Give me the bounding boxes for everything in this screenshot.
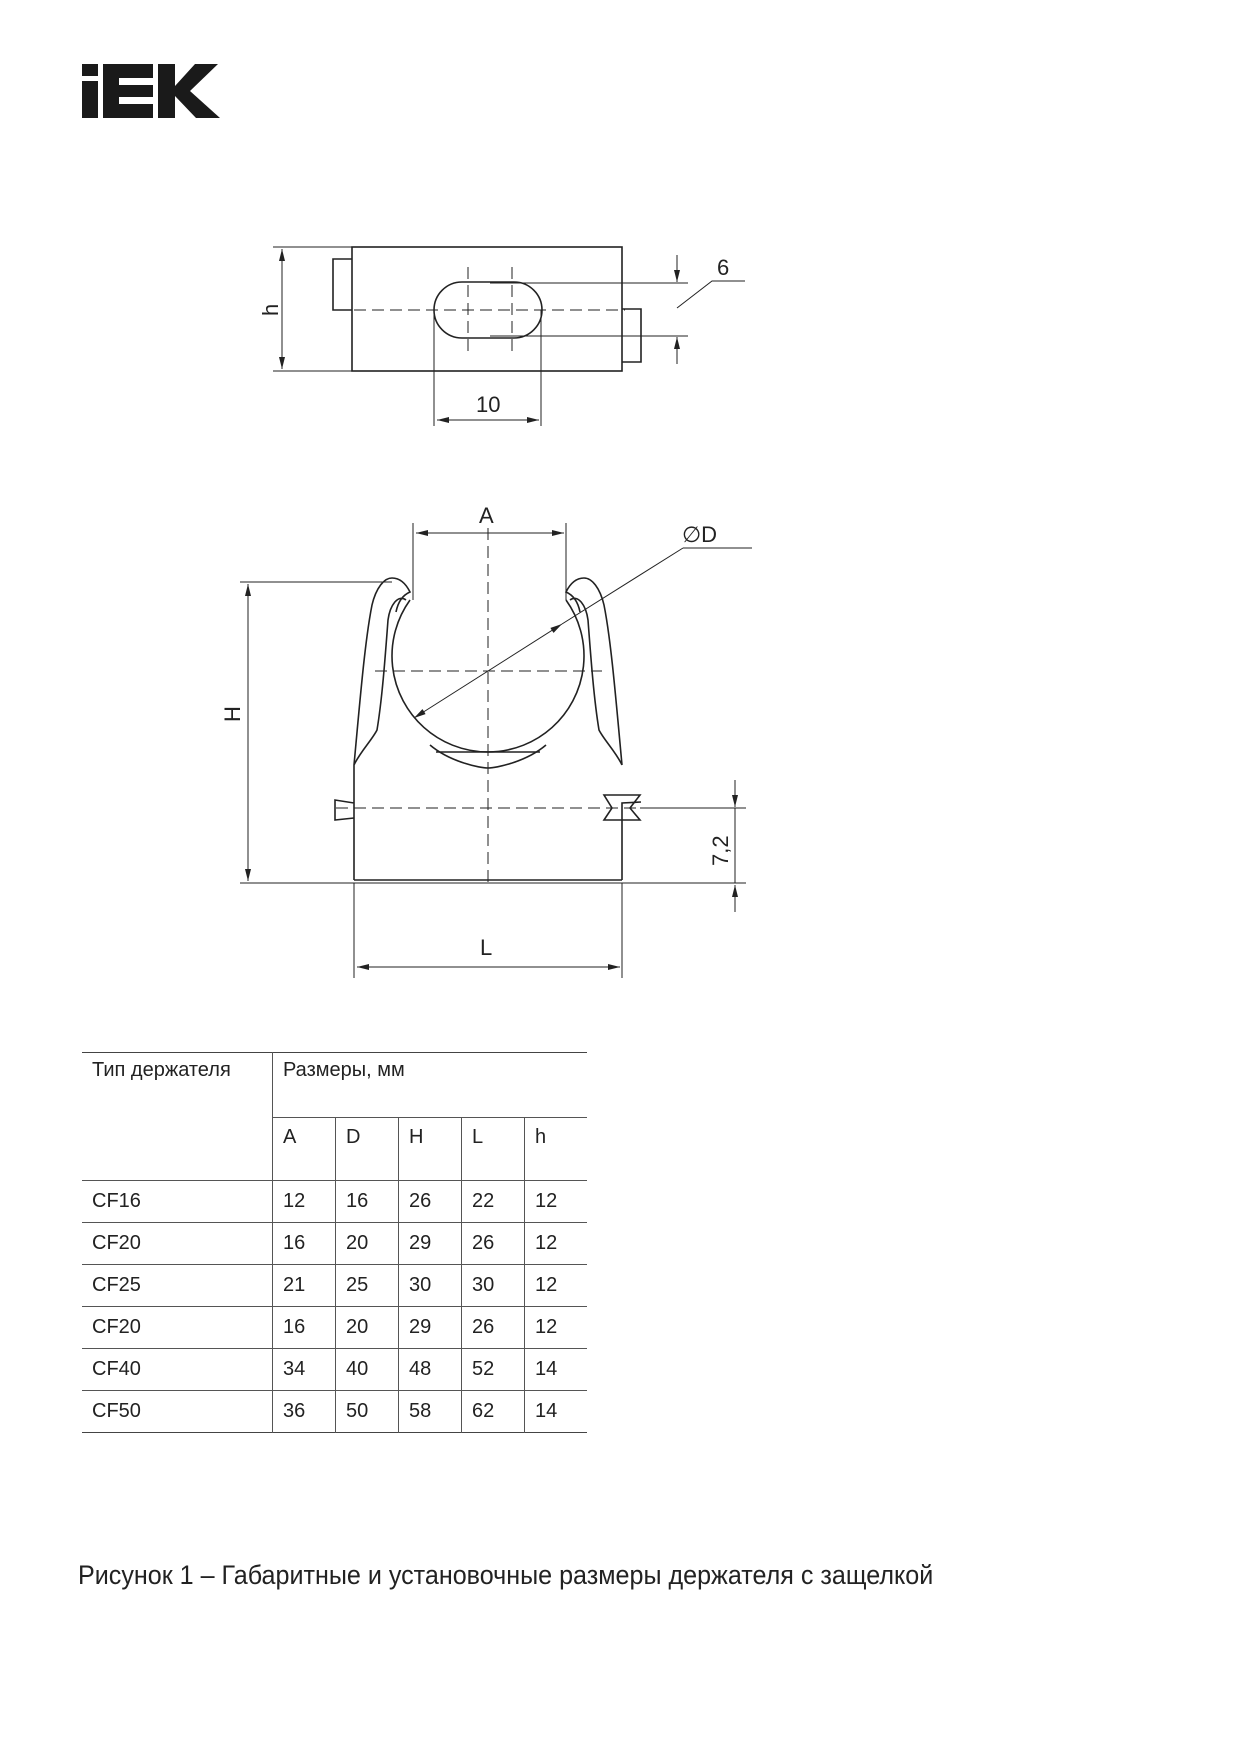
cell: 52 xyxy=(462,1349,525,1391)
row-type: CF40 xyxy=(82,1349,273,1391)
row-type: CF20 xyxy=(82,1307,273,1349)
table-row xyxy=(82,1391,587,1433)
cell: 40 xyxy=(336,1349,399,1391)
cell: 16 xyxy=(336,1181,399,1223)
subheader-H: H xyxy=(399,1118,462,1181)
cell: 30 xyxy=(399,1265,462,1307)
cell: 30 xyxy=(462,1265,525,1307)
cell: 16 xyxy=(273,1307,336,1349)
dim-label-H: H xyxy=(220,706,245,722)
cell: 14 xyxy=(525,1391,588,1433)
cell: 26 xyxy=(462,1307,525,1349)
cell: 29 xyxy=(399,1307,462,1349)
cell: 12 xyxy=(525,1265,588,1307)
cell: 12 xyxy=(525,1223,588,1265)
cell: 48 xyxy=(399,1349,462,1391)
cell: 12 xyxy=(525,1181,588,1223)
header-holder-type: Тип держателя xyxy=(82,1053,273,1181)
cell: 20 xyxy=(336,1307,399,1349)
dim-label-10: 10 xyxy=(476,392,501,417)
dim-label-7-2: 7,2 xyxy=(708,835,733,866)
subheader-h: h xyxy=(525,1118,588,1181)
subheader-A: A xyxy=(273,1118,336,1181)
table-row xyxy=(82,1349,587,1391)
cell: 16 xyxy=(273,1223,336,1265)
subheader-D: D xyxy=(336,1118,399,1181)
cell: 29 xyxy=(399,1223,462,1265)
table-row xyxy=(82,1307,587,1349)
dim-label-6: 6 xyxy=(717,255,730,280)
cell: 22 xyxy=(462,1181,525,1223)
cell: 25 xyxy=(336,1265,399,1307)
cell: 20 xyxy=(336,1223,399,1265)
row-type: CF25 xyxy=(82,1265,273,1307)
table-row xyxy=(82,1265,587,1307)
cell: 14 xyxy=(525,1349,588,1391)
dimensions-table xyxy=(82,1052,587,1433)
cell: 12 xyxy=(525,1307,588,1349)
dim-label-D: ∅D xyxy=(682,522,718,547)
row-type: CF20 xyxy=(82,1223,273,1265)
header-sizes: Размеры, мм xyxy=(273,1053,588,1118)
dim-label-h: h xyxy=(258,303,283,316)
table-row xyxy=(82,1223,587,1265)
table-row xyxy=(82,1181,587,1223)
cell: 36 xyxy=(273,1391,336,1433)
cell: 26 xyxy=(399,1181,462,1223)
cell: 58 xyxy=(399,1391,462,1433)
cell: 50 xyxy=(336,1391,399,1433)
cell: 62 xyxy=(462,1391,525,1433)
subheader-L: L xyxy=(462,1118,525,1181)
table-header-row xyxy=(82,1053,587,1118)
dim-label-A: A xyxy=(479,503,494,528)
cell: 12 xyxy=(273,1181,336,1223)
figure-caption: Рисунок 1 – Габаритные и установочные размеры держателя с защелкой xyxy=(78,1560,934,1590)
cell: 26 xyxy=(462,1223,525,1265)
cell: 34 xyxy=(273,1349,336,1391)
dim-label-L: L xyxy=(480,935,493,960)
row-type: CF50 xyxy=(82,1391,273,1433)
cell: 21 xyxy=(273,1265,336,1307)
row-type: CF16 xyxy=(82,1181,273,1223)
